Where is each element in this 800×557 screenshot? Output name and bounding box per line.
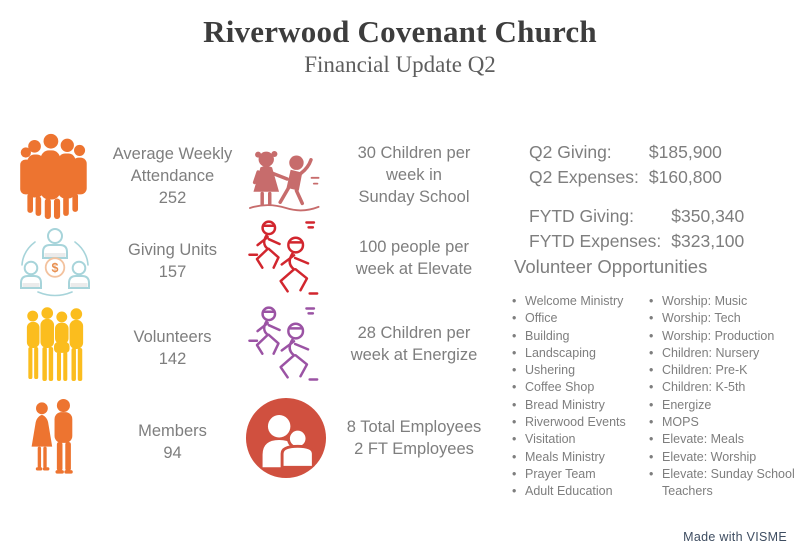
stat-text (336, 322, 492, 366)
volunteer-item: • Adult Education (512, 483, 652, 500)
volunteer-item: • Children: Pre-K (649, 362, 800, 379)
stat-employees (236, 396, 492, 480)
employees-icon (236, 397, 336, 479)
volunteer-item: • Ushering (512, 362, 652, 379)
volunteer-item: • Children: Nursery (649, 345, 800, 362)
stat-text (336, 416, 492, 460)
stat-elevate (236, 212, 492, 304)
sunday-school-children-icon (236, 136, 336, 215)
volunteer-list-left (512, 293, 652, 501)
volunteer-item: • Meals Ministry (512, 449, 652, 466)
stat-label-line: 28 Children per (357, 324, 471, 342)
volunteer-item: • Prayer Team (512, 466, 652, 483)
financials-panel (529, 141, 744, 253)
stat-label-lines (98, 143, 247, 187)
volunteer-item: • Landscaping (512, 345, 652, 362)
volunteer-opportunities-heading: Volunteer Opportunities (514, 256, 708, 277)
volunteer-item: • Elevate: Worship (649, 449, 800, 466)
stat-label-line: Giving Units (128, 241, 217, 259)
dollar-symbol: $ (51, 261, 59, 275)
volunteers-group-icon (12, 303, 98, 393)
stat-label-line: 30 Children per (357, 144, 471, 162)
visme-credit: Made with VISME (683, 530, 787, 544)
volunteer-item: • Visitation (512, 431, 652, 448)
volunteer-item: • Worship: Music (649, 293, 800, 310)
stat-label-lines (98, 326, 247, 348)
volunteer-item: • Worship: Production (649, 328, 800, 345)
stat-label-line: week in (386, 166, 442, 184)
stat-label-lines (336, 322, 492, 366)
stat-volunteers (12, 300, 247, 396)
stat-text (98, 420, 247, 464)
stat-label-line: 8 Total Employees (346, 418, 482, 436)
volunteer-item: • Energize (649, 397, 800, 414)
volunteer-item: • Elevate: Sunday School Teachers (649, 466, 800, 500)
fin-value: $160,800 (648, 167, 722, 187)
volunteer-list-right (649, 293, 800, 500)
stat-label-line: 100 people per (358, 238, 470, 256)
attendance-crowd-icon (12, 132, 98, 220)
fytd-financial-group (529, 205, 744, 253)
stat-members (12, 394, 247, 490)
stat-text (336, 142, 492, 208)
fin-value: $185,900 (648, 142, 722, 162)
stat-label-lines (336, 236, 492, 280)
fin-value: $323,100 (671, 231, 745, 251)
page-title: Riverwood Covenant Church (203, 14, 597, 49)
stat-label-lines (98, 239, 247, 261)
energize-runners-icon (236, 301, 336, 387)
volunteer-item: • Welcome Ministry (512, 293, 652, 310)
giving-units-icon (12, 225, 98, 297)
stat-value: 142 (158, 350, 187, 368)
volunteer-item: • MOPS (649, 414, 800, 431)
stat-text (98, 326, 247, 370)
stat-text (336, 236, 492, 280)
page-subtitle: Financial Update Q2 (304, 52, 496, 77)
stat-label-line: Sunday School (358, 188, 470, 206)
fin-label: FYTD Giving: (529, 206, 635, 226)
stat-label-line: Average Weekly (112, 145, 233, 163)
stat-label-line: Attendance (130, 167, 215, 185)
fin-value: $350,340 (671, 206, 745, 226)
elevate-runners-icon (236, 215, 336, 301)
fin-label: Q2 Giving: (529, 142, 612, 162)
stat-text (98, 143, 247, 209)
volunteer-item: • Office (512, 310, 652, 327)
stat-energize (236, 298, 492, 390)
volunteer-item: • Building (512, 328, 652, 345)
fin-label: Q2 Expenses: (529, 167, 639, 187)
volunteer-item: • Riverwood Events (512, 414, 652, 431)
stat-value: 94 (163, 444, 182, 462)
stat-label-line: 2 FT Employees (354, 440, 474, 458)
stat-label-line: Volunteers (133, 328, 212, 346)
stat-label-line: Members (138, 422, 207, 440)
stat-value: 252 (158, 189, 187, 207)
volunteer-item: • Worship: Tech (649, 310, 800, 327)
q2-financial-group (529, 141, 744, 189)
volunteer-item: • Elevate: Meals (649, 431, 800, 448)
stat-label-line: week at Elevate (355, 260, 473, 278)
members-couple-icon (12, 397, 98, 487)
volunteer-item: • Coffee Shop (512, 379, 652, 396)
stat-label-lines (336, 142, 492, 208)
volunteer-item: • Bread Ministry (512, 397, 652, 414)
stat-label-line: week at Energize (350, 346, 478, 364)
fin-label: FYTD Expenses: (529, 231, 662, 251)
stat-giving-units (12, 222, 247, 300)
volunteer-item: • Children: K-5th (649, 379, 800, 396)
stat-average-weekly-attendance (12, 130, 247, 222)
stat-sunday-school (236, 128, 492, 222)
stat-label-lines (98, 420, 247, 442)
stat-value: 157 (158, 263, 187, 281)
stat-text (98, 239, 247, 283)
stat-label-lines (336, 416, 492, 460)
